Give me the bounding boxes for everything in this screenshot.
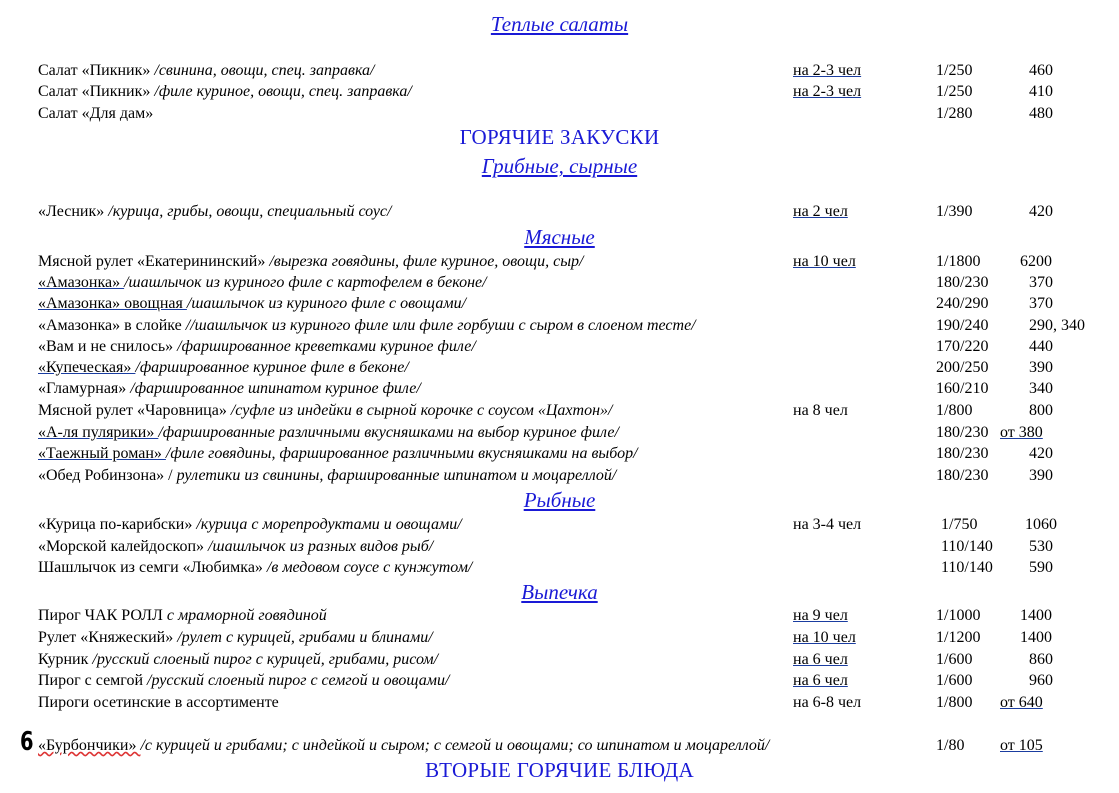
menu-item xyxy=(0,670,1119,691)
item-description: с мраморной говядиной xyxy=(166,607,327,624)
item-description: /свинина, овощи, спец. заправка/ xyxy=(154,62,375,79)
item-weight: 1/1000 xyxy=(936,607,981,624)
item-weight: 110/140 xyxy=(941,538,993,555)
item-description: рулетики из свинины, фаршированные шпинатом и моцареллой/ xyxy=(176,467,617,484)
item-price: 480 xyxy=(1029,105,1053,122)
item-weight: 1/390 xyxy=(936,203,973,220)
item-serves: на 10 чел xyxy=(793,629,856,646)
item-weight: 180/230 xyxy=(936,445,989,462)
item-weight: 1/750 xyxy=(941,516,978,533)
menu-item xyxy=(0,103,1119,124)
menu-item xyxy=(0,251,1119,272)
menu-item xyxy=(0,357,1119,378)
item-description: /суфле из индейки в сырной корочке с соусом «Цахтон»/ xyxy=(230,402,613,419)
item-weight: 1/1200 xyxy=(936,629,981,646)
menu-item xyxy=(0,514,1119,535)
item-name: Рулет «Княжеский» xyxy=(38,629,178,646)
section-heading-second-courses: ВТОРЫЕ ГОРЯЧИЕ БЛЮДА xyxy=(425,758,694,782)
item-name: «Таежный роман» xyxy=(38,445,166,462)
menu-item xyxy=(0,81,1119,102)
item-description: /фаршированные различными вкусняшками на выбор куриное филе/ xyxy=(158,424,619,441)
item-name: «Морской калейдоскоп» xyxy=(38,538,209,555)
item-price: от 640 xyxy=(1000,694,1043,711)
item-price: 390 xyxy=(1029,467,1053,484)
item-name: «Бурбончики» xyxy=(38,737,141,754)
item-weight: 180/230 xyxy=(936,467,989,484)
menu-item xyxy=(0,315,1119,336)
item-serves: на 6-8 чел xyxy=(793,694,862,711)
item-description: /в медовом соусе с кунжутом/ xyxy=(266,559,473,576)
menu-item xyxy=(0,201,1119,222)
item-price: 460 xyxy=(1029,62,1053,79)
item-price: 390 xyxy=(1029,359,1053,376)
menu-item xyxy=(0,60,1119,81)
section-heading-meat: Мясные xyxy=(524,225,595,249)
menu-item xyxy=(0,443,1119,464)
item-weight: 1/80 xyxy=(936,737,965,754)
menu-item xyxy=(0,336,1119,357)
section-heading-hot-appetizers: ГОРЯЧИЕ ЗАКУСКИ xyxy=(459,125,660,149)
item-description: /русский слоеный пирог с курицей, грибами, рисом/ xyxy=(92,651,439,668)
menu-item xyxy=(0,272,1119,293)
section-heading-warm-salads: Теплые салаты xyxy=(490,12,629,36)
item-serves: на 8 чел xyxy=(793,402,848,419)
item-name: Мясной рулет «Екатерининский» xyxy=(38,253,270,270)
menu-item xyxy=(0,378,1119,399)
item-description: /шашлычок из куриного филе с картофелем в беконе/ xyxy=(124,274,487,291)
item-description: /с курицей и грибами; с индейкой и сыром; с семгой и овощами; со шпинатом и моцареллой/ xyxy=(140,737,770,754)
item-price: 1400 xyxy=(1020,607,1052,624)
menu-item xyxy=(0,692,1119,713)
item-price: 1400 xyxy=(1020,629,1052,646)
item-price: 800 xyxy=(1029,402,1053,419)
item-serves: на 6 чел xyxy=(793,651,848,668)
item-name: «Амазонка» в слойке xyxy=(38,317,186,334)
item-name: Пирог с семгой xyxy=(38,672,148,689)
menu-item xyxy=(0,649,1119,670)
item-description: /филе говядины, фаршированное различными вкусняшками на выбор/ xyxy=(165,445,638,462)
item-description: /русский слоеный пирог с семгой и овощами/ xyxy=(147,672,450,689)
item-weight: 1/250 xyxy=(936,83,973,100)
item-serves: на 2-3 чел xyxy=(793,83,862,100)
item-serves: на 10 чел xyxy=(793,253,856,270)
item-description: /курица с морепродуктами и овощами/ xyxy=(196,516,462,533)
item-price: 340 xyxy=(1029,380,1053,397)
item-weight: 1/800 xyxy=(936,694,973,711)
menu-item xyxy=(0,557,1119,578)
item-price: 960 xyxy=(1029,672,1053,689)
section-heading-fish: Рыбные xyxy=(523,488,596,512)
menu-item xyxy=(0,605,1119,626)
item-name: «Обед Робинзона» / xyxy=(38,467,177,484)
menu-item xyxy=(0,627,1119,648)
item-serves: на 3-4 чел xyxy=(793,516,862,533)
item-weight: 1/1800 xyxy=(936,253,981,270)
item-serves: на 9 чел xyxy=(793,607,848,624)
item-weight: 1/280 xyxy=(936,105,973,122)
item-price: 440 xyxy=(1029,338,1053,355)
item-weight: 190/240 xyxy=(936,317,989,334)
item-weight: 1/250 xyxy=(936,62,973,79)
item-description: /шашлычок из разных видов рыб/ xyxy=(208,538,434,555)
item-description: /вырезка говядины, филе куриное, овощи, сыр/ xyxy=(269,253,584,270)
page-number: 6 xyxy=(20,727,34,757)
item-serves: на 2 чел xyxy=(793,203,848,220)
item-price: от 105 xyxy=(1000,737,1043,754)
item-name: «Лесник» xyxy=(38,203,109,220)
item-description: /фаршированное шпинатом куриное филе/ xyxy=(130,380,421,397)
item-weight: 160/210 xyxy=(936,380,989,397)
item-name: «Курица по-карибски» xyxy=(38,516,197,533)
section-heading-pastry: Выпечка xyxy=(521,580,598,604)
menu-item xyxy=(0,536,1119,557)
item-price: 410 xyxy=(1029,83,1053,100)
item-price: 860 xyxy=(1029,651,1053,668)
item-description: /рулет с курицей, грибами и блинами/ xyxy=(177,629,433,646)
item-weight: 1/600 xyxy=(936,672,973,689)
item-description: /филе куриное, овощи, спец. заправка/ xyxy=(154,83,412,100)
item-name: Пироги осетинские в ассортименте xyxy=(38,694,279,711)
item-name: Салат «Пикник» xyxy=(38,83,155,100)
item-name: Шашлычок из семги «Любимка» xyxy=(38,559,267,576)
item-price: 420 xyxy=(1029,445,1053,462)
item-name: Мясной рулет «Чаровница» xyxy=(38,402,231,419)
item-price: от 380 xyxy=(1000,424,1043,441)
item-name: Курник xyxy=(38,651,93,668)
menu-item xyxy=(0,465,1119,486)
item-weight: 1/600 xyxy=(936,651,973,668)
item-price: 1060 xyxy=(1025,516,1057,533)
item-weight: 1/800 xyxy=(936,402,973,419)
menu-item xyxy=(0,293,1119,314)
item-name: Салат «Для дам» xyxy=(38,105,154,122)
item-description: /фаршированное креветками куриное филе/ xyxy=(177,338,476,355)
item-name: «Амазонка» xyxy=(38,274,125,291)
item-name: Пирог ЧАК РОЛЛ xyxy=(38,607,167,624)
item-description: /шашлычок из куриного филе с овощами/ xyxy=(186,295,467,312)
item-price: 530 xyxy=(1029,538,1053,555)
item-name: «А-ля пулярики» xyxy=(38,424,159,441)
menu-item xyxy=(0,735,1119,756)
menu-item xyxy=(0,400,1119,421)
item-price: 370 xyxy=(1029,295,1053,312)
item-description: /фаршированное куриное филе в беконе/ xyxy=(135,359,409,376)
item-serves: на 6 чел xyxy=(793,672,848,689)
item-weight: 180/230 xyxy=(936,424,989,441)
item-weight: 170/220 xyxy=(936,338,989,355)
item-weight: 240/290 xyxy=(936,295,989,312)
item-name: «Гламурная» xyxy=(38,380,131,397)
item-price: 290, 340 xyxy=(1029,317,1085,334)
item-weight: 200/250 xyxy=(936,359,989,376)
item-price: 590 xyxy=(1029,559,1053,576)
item-price: 370 xyxy=(1029,274,1053,291)
item-serves: на 2-3 чел xyxy=(793,62,862,79)
item-name: «Вам и не снилось» xyxy=(38,338,178,355)
item-weight: 180/230 xyxy=(936,274,989,291)
item-weight: 110/140 xyxy=(941,559,993,576)
section-heading-mushroom-cheese: Грибные, сырные xyxy=(481,154,638,178)
item-price: 6200 xyxy=(1020,253,1052,270)
item-name: «Амазонка» овощная xyxy=(38,295,187,312)
item-name: «Купеческая» xyxy=(38,359,136,376)
item-description: /курица, грибы, овощи, специальный соус/ xyxy=(108,203,392,220)
item-description: //шашлычок из куриного филе или филе горбуши с сыром в слоеном тесте/ xyxy=(185,317,696,334)
item-price: 420 xyxy=(1029,203,1053,220)
item-name: Салат «Пикник» xyxy=(38,62,155,79)
menu-item xyxy=(0,422,1119,443)
